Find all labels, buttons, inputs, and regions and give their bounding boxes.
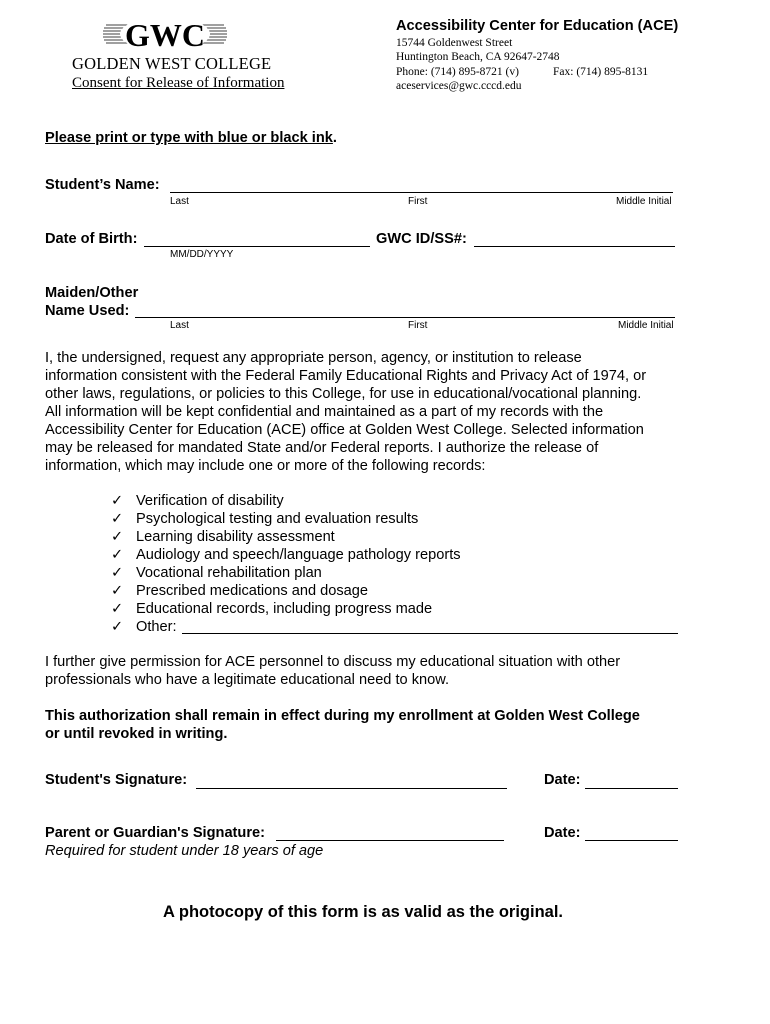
- guardian-date-label: Date:: [544, 825, 581, 841]
- release-paragraph: [45, 349, 735, 475]
- check-icon: ✓: [111, 529, 124, 545]
- dob-format-caption: MM/DD/YYYY: [170, 249, 234, 260]
- address-line-1: 15744 Goldenwest Street: [396, 37, 513, 49]
- paragraph-line: information, which may include one or more of the following records:: [45, 458, 486, 474]
- check-icon: ✓: [111, 493, 124, 509]
- record-item-learning-disability[interactable]: [111, 528, 711, 546]
- dob-label: Date of Birth:: [45, 231, 138, 247]
- record-label: Educational records, including progress made: [136, 601, 433, 617]
- record-item-vocational[interactable]: [111, 564, 711, 582]
- record-item-psychological[interactable]: [111, 510, 711, 528]
- record-item-audiology[interactable]: [111, 546, 711, 564]
- guardian-signature-label: Parent or Guardian's Signature:: [45, 825, 265, 841]
- records-checklist: [111, 492, 711, 636]
- record-label: Audiology and speech/language pathology reports: [136, 547, 461, 563]
- ink-instruction: [45, 130, 337, 146]
- student-name-label: Student’s Name:: [45, 177, 160, 193]
- paragraph-line: All information will be kept confidential and maintained as a part of my records with the: [45, 404, 604, 420]
- check-icon: ✓: [111, 601, 124, 617]
- student-name-field[interactable]: [170, 192, 673, 193]
- college-name: GOLDEN WEST COLLEGE: [72, 54, 272, 73]
- maiden-name-last-caption: Last: [170, 320, 189, 331]
- maiden-name-label-line1: Maiden/Other: [45, 285, 139, 301]
- gwc-id-label: GWC ID/SS#:: [376, 231, 467, 247]
- check-icon: ✓: [111, 583, 124, 599]
- guardian-requirement-note: Required for student under 18 years of age: [45, 843, 324, 859]
- gwc-logo-graphic: [102, 15, 228, 53]
- student-name-last-caption: Last: [170, 196, 189, 207]
- student-date-label: Date:: [544, 772, 581, 788]
- college-logo: [102, 15, 228, 53]
- paragraph-line: information consistent with the Federal Family Educational Rights and Privacy Act of 1974, or: [45, 368, 647, 384]
- email-address: aceservices@gwc.cccd.edu: [396, 80, 522, 92]
- ink-instruction-period: .: [332, 130, 337, 146]
- maiden-name-field[interactable]: [135, 317, 675, 318]
- check-icon: ✓: [111, 565, 124, 581]
- record-label: Learning disability assessment: [136, 529, 335, 545]
- authorization-paragraph: [45, 707, 640, 743]
- photocopy-notice: A photocopy of this form is as valid as the original.: [162, 903, 564, 921]
- record-label: Other:: [136, 619, 177, 635]
- record-item-educational[interactable]: [111, 600, 711, 618]
- maiden-name-first-caption: First: [408, 320, 428, 331]
- paragraph-line: I, the undersigned, request any appropriate person, agency, or institution to release: [45, 350, 582, 366]
- permission-line: I further give permission for ACE personnel to discuss my educational situation with other: [45, 654, 621, 670]
- student-signature-label: Student's Signature:: [45, 772, 188, 788]
- student-name-middle-caption: Middle Initial: [616, 196, 672, 207]
- authorization-line: This authorization shall remain in effect during my enrollment at Golden West College: [45, 708, 640, 724]
- guardian-signature-field[interactable]: [276, 840, 504, 841]
- maiden-name-middle-caption: Middle Initial: [618, 320, 674, 331]
- record-item-verification[interactable]: [111, 492, 711, 510]
- ink-instruction-text: Please print or type with blue or black ink: [45, 130, 333, 146]
- paragraph-line: may be released for mandated State and/or Federal reports. I authorize the release of: [45, 440, 599, 456]
- student-name-first-caption: First: [408, 196, 428, 207]
- record-label: Verification of disability: [136, 493, 284, 509]
- record-label: Vocational rehabilitation plan: [136, 565, 322, 581]
- paragraph-line: Accessibility Center for Education (ACE) office at Golden West College. Selected information: [45, 422, 644, 438]
- phone-number: Phone: (714) 895-8721 (v): [396, 66, 519, 78]
- authorization-line: or until revoked in writing.: [45, 726, 228, 742]
- check-icon: ✓: [111, 511, 124, 527]
- paragraph-line: other laws, regulations, or policies to this College, for use in educational/vocational planning.: [45, 386, 642, 402]
- record-label: Prescribed medications and dosage: [136, 583, 369, 599]
- record-item-medications[interactable]: [111, 582, 711, 600]
- form-title: Consent for Release of Information: [72, 75, 285, 91]
- dob-field[interactable]: [144, 246, 370, 247]
- gwc-id-field[interactable]: [474, 246, 675, 247]
- other-record-field[interactable]: [182, 633, 678, 634]
- check-icon: ✓: [111, 619, 124, 635]
- fax-number: Fax: (714) 895-8131: [553, 66, 649, 78]
- logo-lettering: GWC: [125, 17, 205, 53]
- permission-paragraph: [45, 653, 620, 689]
- student-signature-field[interactable]: [196, 788, 507, 789]
- check-icon: ✓: [111, 547, 124, 563]
- guardian-date-field[interactable]: [585, 840, 678, 841]
- department-title: Accessibility Center for Education (ACE): [396, 18, 679, 34]
- permission-line: professionals who have a legitimate educational need to know.: [45, 672, 450, 688]
- maiden-name-label-line2: Name Used:: [45, 303, 130, 319]
- address-line-2: Huntington Beach, CA 92647-2748: [396, 51, 560, 63]
- record-label: Psychological testing and evaluation results: [136, 511, 419, 527]
- student-date-field[interactable]: [585, 788, 678, 789]
